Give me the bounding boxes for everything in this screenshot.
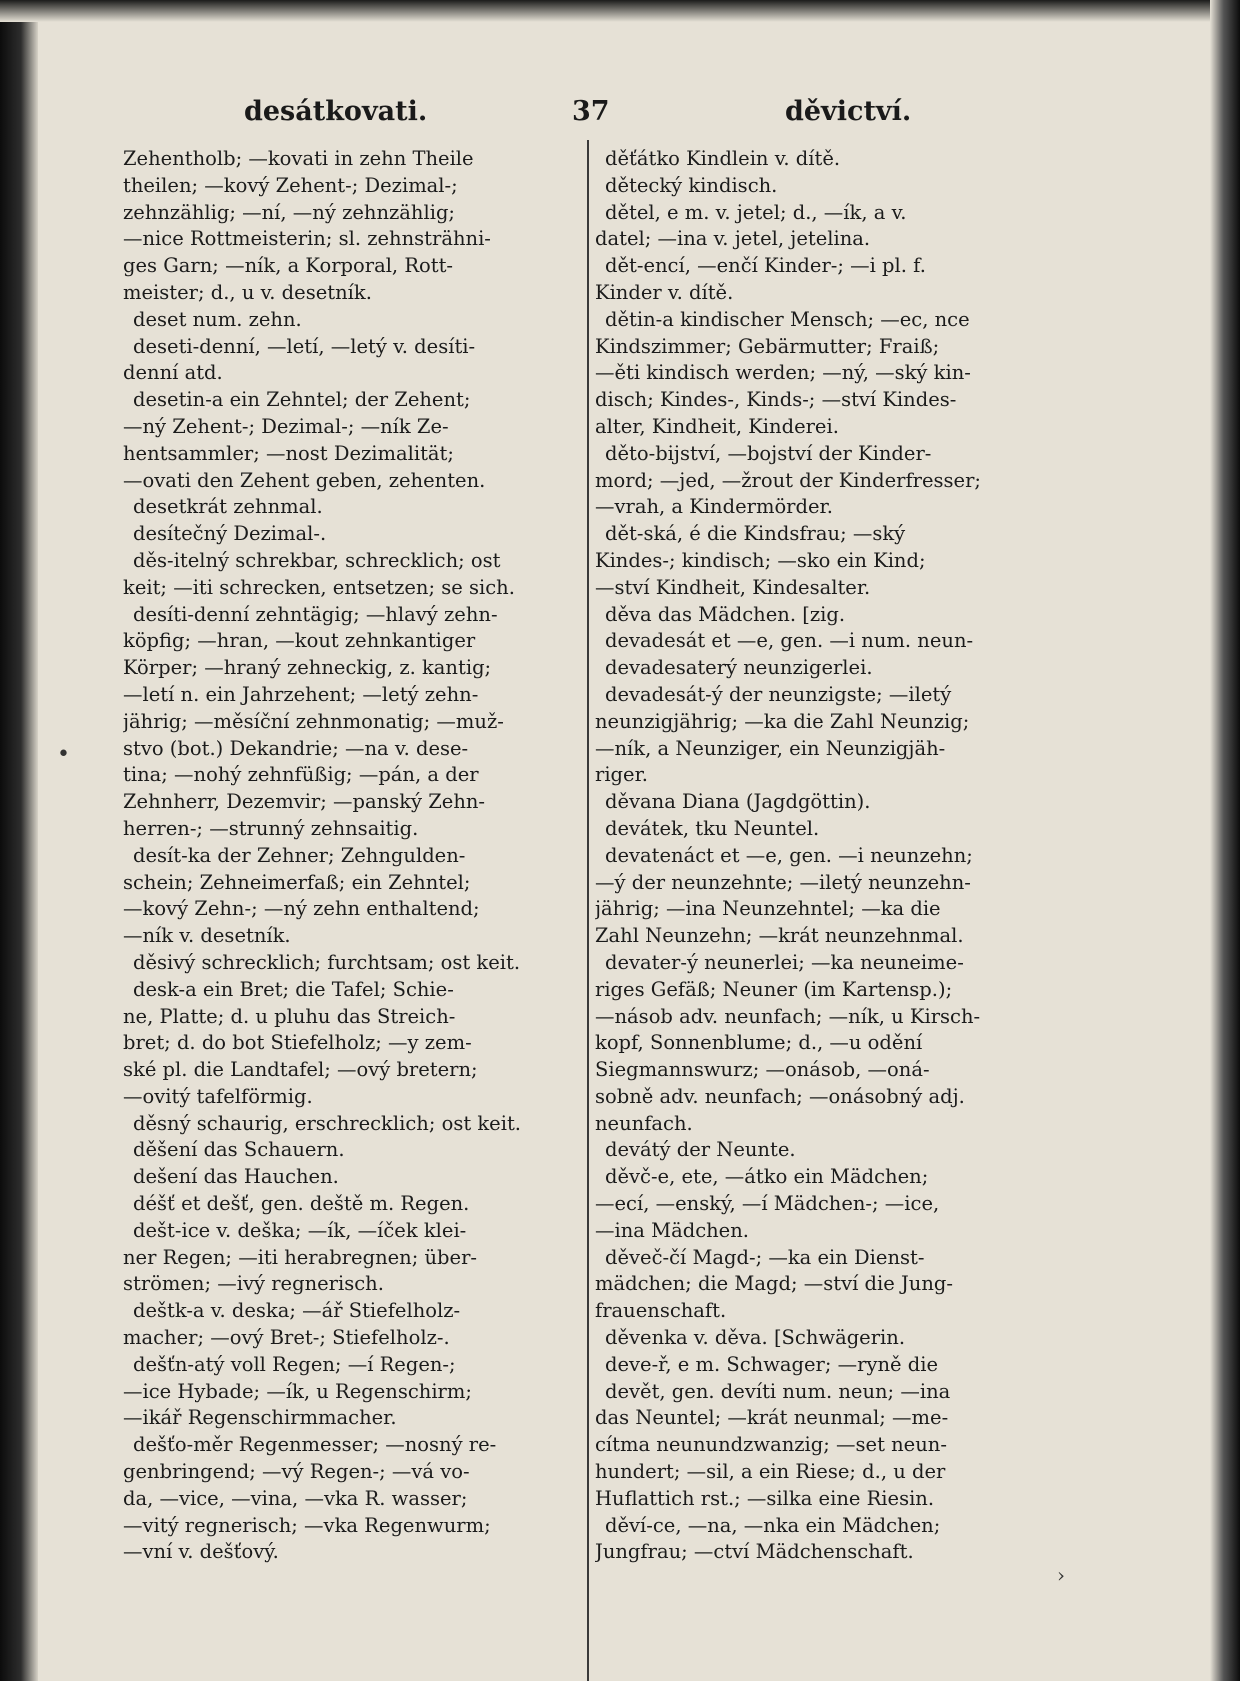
dictionary-line: Kindes-; kindisch; —sko ein Kind; [595, 548, 926, 572]
dictionary-line: děva das Mädchen. [zig. [605, 602, 846, 626]
dictionary-line: riges Gefäß; Neuner (im Kartensp.); [595, 977, 953, 1001]
dictionary-line: děvana Diana (Jagdgöttin). [605, 790, 871, 814]
dictionary-line: da, —vice, —vina, —vka R. wasser; [123, 1486, 468, 1510]
dictionary-line: devadesát-ý der neunzigste; —iletý [605, 682, 952, 706]
dictionary-line: jährig; —ina Neunzehntel; —ka die [595, 897, 941, 921]
dictionary-line: dešťo-měr Regenmesser; —nosný re- [133, 1433, 497, 1457]
dictionary-line: strömen; —ivý regnerisch. [123, 1272, 384, 1296]
dictionary-line: schein; Zehneimerfaß; ein Zehntel; [123, 870, 471, 894]
page-number: 37 [572, 96, 610, 127]
dictionary-line: desetkrát zehnmal. [133, 495, 323, 519]
dictionary-line: devadesaterý neunzigerlei. [605, 656, 873, 680]
dictionary-line: desk-a ein Bret; die Tafel; Schie- [133, 977, 454, 1001]
dictionary-line: desíti-denní zehntägig; —hlavý zehn- [133, 602, 498, 626]
dictionary-line: kopf, Sonnenblume; d., —u odění [595, 1031, 923, 1055]
dictionary-line: děveč-čí Magd-; —ka ein Dienst- [605, 1245, 925, 1269]
dictionary-line: —ník v. desetník. [123, 924, 291, 948]
dictionary-line: —ovitý tafelförmig. [123, 1084, 313, 1108]
dictionary-line: —kový Zehn-; —ný zehn enthaltend; [123, 897, 480, 921]
dictionary-line: děsivý schrecklich; furchtsam; ost keit. [133, 950, 521, 974]
dictionary-line: hundert; —sil, a ein Riese; d., u der [595, 1460, 946, 1484]
dictionary-line: tina; —nohý zehnfüßig; —pán, a der [123, 763, 479, 787]
dictionary-line: das Neuntel; —krát neunmal; —me- [595, 1406, 949, 1430]
dictionary-line: —ecí, —enský, —í Mädchen-; —ice, [595, 1192, 940, 1216]
dictionary-line: sobně adv. neunfach; —onásobný adj. [595, 1084, 965, 1108]
dictionary-line: —vní v. dešťový. [123, 1540, 279, 1564]
dictionary-line: —ikář Regenschirmmacher. [123, 1406, 397, 1430]
dictionary-line: alter, Kindheit, Kinderei. [595, 414, 839, 438]
dictionary-line: ner Regen; —iti herabregnen; über- [123, 1245, 477, 1269]
dictionary-line: dětel, e m. v. jetel; d., —ík, a v. [605, 200, 907, 224]
dictionary-line: —ice Hybade; —ík, u Regenschirm; [123, 1379, 472, 1403]
dictionary-line: meister; d., u v. desetník. [123, 280, 372, 304]
dictionary-line: dět-encí, —enčí Kinder-; —i pl. f. [605, 254, 926, 278]
dictionary-line: děto-bijství, —bojství der Kinder- [605, 441, 932, 465]
dictionary-line: cítma neunundzwanzig; —set neun- [595, 1433, 947, 1457]
dictionary-line: Huflattich rst.; —silka eine Riesin. [595, 1486, 935, 1510]
dictionary-line: dětecký kindisch. [605, 173, 778, 197]
dictionary-line: Kindszimmer; Gebärmutter; Fraiß; [595, 334, 940, 358]
dictionary-line: —ý der neunzehnte; —iletý neunzehn- [595, 870, 971, 894]
dictionary-line: Zehentholb; —kovati in zehn Theile [123, 147, 474, 170]
page-header [0, 96, 1240, 136]
right-column [595, 146, 1079, 1566]
dictionary-line: genbringend; —vý Regen-; —vá vo- [123, 1460, 470, 1484]
dictionary-line: disch; Kindes-, Kinds-; —ství Kindes- [595, 388, 957, 412]
dictionary-line: devatenáct et —e, gen. —i neunzehn; [605, 843, 973, 867]
dictionary-line: —ěti kindisch werden; —ný, —ský kin- [595, 361, 971, 385]
scan-top-shadow [0, 0, 1240, 22]
left-column [123, 146, 607, 1566]
dictionary-line: deve-ř, e m. Schwager; —ryně die [605, 1352, 939, 1376]
dictionary-line: dešťn-atý voll Regen; —í Regen-; [133, 1352, 456, 1376]
dictionary-line: —ník, a Neunziger, ein Neunzigjäh- [595, 736, 946, 760]
dictionary-line: deseti-denní, —letí, —letý v. desíti- [133, 334, 476, 358]
dictionary-line: děvenka v. děva. [Schwägerin. [605, 1326, 906, 1350]
dictionary-line: —ný Zehent-; Dezimal-; —ník Ze- [123, 414, 449, 438]
dictionary-line: děs-itelný schrekbar, schrecklich; ost [133, 548, 501, 572]
footer-mark: › [1057, 1563, 1065, 1587]
dictionary-line: Kinder v. dítě. [595, 280, 734, 304]
dictionary-line: jährig; —měsíční zehnmonatig; —muž- [123, 709, 504, 733]
dictionary-line: datel; —ina v. jetel, jetelina. [595, 227, 871, 251]
dictionary-line: Zehnherr, Dezemvir; —panský Zehn- [123, 790, 486, 814]
dictionary-line: děťátko Kindlein v. dítě. [605, 147, 841, 170]
dictionary-line: —ina Mädchen. [595, 1218, 749, 1242]
dictionary-line: devět, gen. devíti num. neun; —ina [605, 1379, 951, 1403]
dictionary-line: děšení das Schauern. [133, 1138, 345, 1162]
dictionary-line: —ství Kindheit, Kindesalter. [595, 575, 871, 599]
dictionary-line: bret; d. do bot Stiefelholz; —y zem- [123, 1031, 472, 1055]
margin-dot: • [57, 742, 70, 767]
dictionary-line: Körper; —hraný zehneckig, z. kantig; [123, 656, 492, 680]
dictionary-line: děsný schaurig, erschrecklich; ost keit. [133, 1111, 521, 1135]
dictionary-line: ské pl. die Landtafel; —ový bretern; [123, 1058, 478, 1082]
dictionary-line: ges Garn; —ník, a Korporal, Rott- [123, 254, 454, 278]
dictionary-line: riger. [595, 763, 648, 787]
dictionary-line: devátý der Neunte. [605, 1138, 796, 1162]
dictionary-line: desetin-a ein Zehntel; der Zehent; [133, 388, 471, 412]
dictionary-line: —vrah, a Kindermörder. [595, 495, 833, 519]
dictionary-line: déšť et dešť, gen. deště m. Regen. [133, 1192, 470, 1216]
dictionary-line: köpfig; —hran, —kout zehnkantiger [123, 629, 476, 653]
dictionary-line: frauenschaft. [595, 1299, 727, 1323]
dictionary-line: macher; —ový Bret-; Stiefelholz-. [123, 1326, 450, 1350]
dictionary-line: zehnzählig; —ní, —ný zehnzählig; [123, 200, 455, 224]
dictionary-line: stvo (bot.) Dekandrie; —na v. dese- [123, 736, 469, 760]
dictionary-line: dětin-a kindischer Mensch; —ec, nce [605, 307, 970, 331]
dictionary-line: dešt-ice v. deška; —ík, —íček klei- [133, 1218, 467, 1242]
dictionary-line: —násob adv. neunfach; —ník, u Kirsch- [595, 1004, 981, 1028]
dictionary-line: hentsammler; —nost Dezimalität; [123, 441, 454, 465]
dictionary-line: —vitý regnerisch; —vka Regenwurm; [123, 1513, 491, 1537]
header-right-keyword: děvictví. [785, 96, 912, 127]
dictionary-line: ne, Platte; d. u pluhu das Streich- [123, 1004, 456, 1028]
dictionary-line: keit; —iti schrecken, entsetzen; se sich. [123, 575, 515, 599]
dictionary-line: desít-ka der Zehner; Zehngulden- [133, 843, 466, 867]
header-left-keyword: desátkovati. [244, 96, 428, 127]
dictionary-line: —nice Rottmeisterin; sl. zehnsträhni- [123, 227, 491, 251]
dictionary-line: mord; —jed, —žrout der Kinderfresser; [595, 468, 981, 492]
dictionary-line: Zahl Neunzehn; —krát neunzehnmal. [595, 924, 964, 948]
dictionary-line: Jungfrau; —ctví Mädchenschaft. [595, 1540, 914, 1564]
dictionary-line: dešení das Hauchen. [133, 1165, 339, 1189]
dictionary-line: denní atd. [123, 361, 223, 385]
dictionary-line: Siegmannswurz; —onásob, —oná- [595, 1058, 930, 1082]
dictionary-line: deset num. zehn. [133, 307, 302, 331]
dictionary-line: devater-ý neunerlei; —ka neuneime- [605, 950, 964, 974]
dictionary-line: děvč-e, ete, —átko ein Mädchen; [605, 1165, 929, 1189]
dictionary-line: děví-ce, —na, —nka ein Mädchen; [605, 1513, 941, 1537]
dictionary-line: dět-ská, é die Kindsfrau; —ský [605, 522, 906, 546]
dictionary-line: theilen; —kový Zehent-; Dezimal-; [123, 173, 458, 197]
dictionary-line: devadesát et —e, gen. —i num. neun- [605, 629, 974, 653]
dictionary-line: —ovati den Zehent geben, zehenten. [123, 468, 486, 492]
dictionary-line: deštk-a v. deska; —ář Stiefelholz- [133, 1299, 461, 1323]
dictionary-line: herren-; —strunný zehnsaitig. [123, 816, 419, 840]
dictionary-line: —letí n. ein Jahrzehent; —letý zehn- [123, 682, 479, 706]
dictionary-line: neunzigjährig; —ka die Zahl Neunzig; [595, 709, 970, 733]
dictionary-line: neunfach. [595, 1111, 693, 1135]
dictionary-line: devátek, tku Neuntel. [605, 816, 820, 840]
dictionary-line: desítečný Dezimal-. [133, 522, 327, 546]
dictionary-line: mädchen; die Magd; —ství die Jung- [595, 1272, 953, 1296]
